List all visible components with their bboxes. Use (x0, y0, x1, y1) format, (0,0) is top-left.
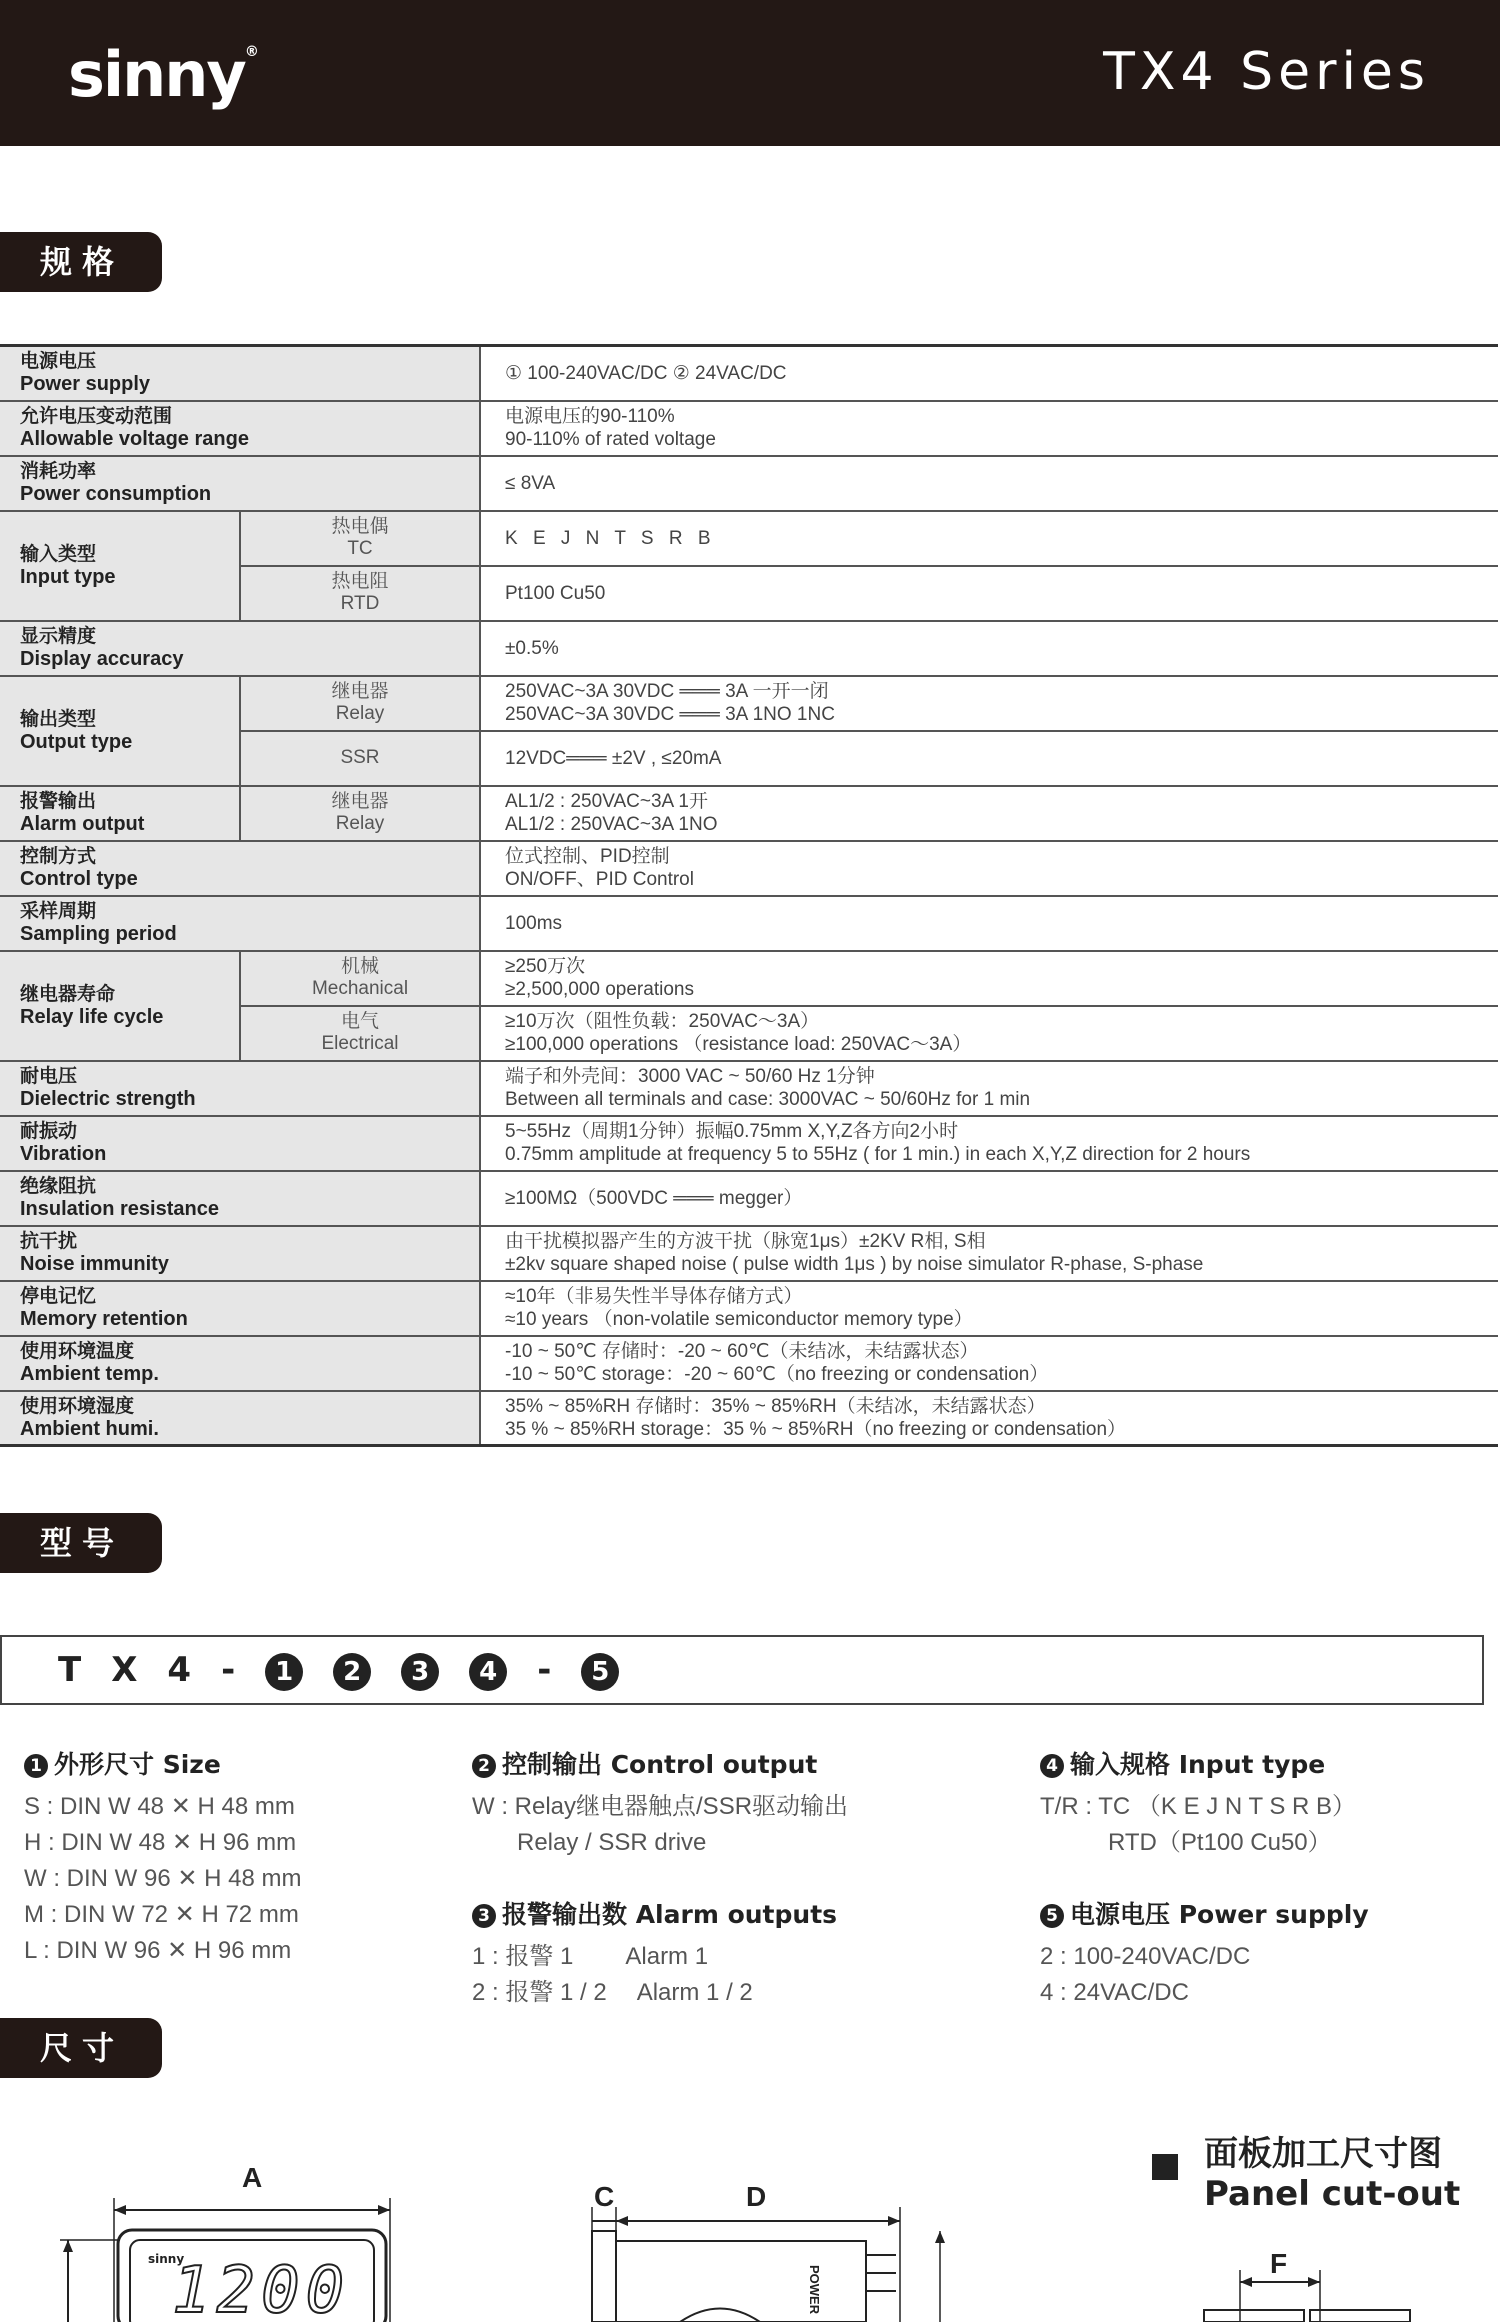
option-alarm-outputs: 3 报警输出数 Alarm outputs 1 : 报警 1 Alarm 1 2 : 报警 1 / 2 Alarm 1 / 2 (472, 1900, 838, 2006)
side-power-mark: POWER (807, 2265, 822, 2315)
spec-row-output-relay: 输出类型 Output type 继电器 Relay 250VAC~3A 30VDC ═══ 3A 一开一闭 250VAC~3A 30VDC ═══ 3A 1NO 1NC (0, 676, 1498, 731)
spec-row-vibration: 耐振动 Vibration 5~55Hz（周期1分钟）振幅0.75mm X,Y,Z各方向2小时 0.75mm amplitude at frequency 5 to 55Hz ( for 1 min.) in each X,Y,Z direction for 2 hours (0, 1116, 1498, 1171)
cutout-svg (1190, 2252, 1430, 2322)
model-code: T X 4 - 1 2 3 4 - 5 (58, 1650, 649, 1691)
dim-label-a: A (242, 2162, 263, 2193)
spec-row-insulation: 绝缘阻抗 Insulation resistance ≥100MΩ（500VDC ═══ megger） (0, 1171, 1498, 1226)
cutout-bullet (1152, 2154, 1178, 2180)
front-brand: sinny (148, 2252, 185, 2266)
spec-row-input-rtd: 热电阻 RTD Pt100 Cu50 (0, 566, 1498, 621)
spec-row-memory: 停电记忆 Memory retention ≈10年（非易失性半导体存储方式） ≈10 years （non-volatile semiconductor memory type） (0, 1281, 1498, 1336)
option-size: 1 外形尺寸 Size S : DIN W 48 ✕ H 48 mm H : DIN W 48 ✕ H 96 mm W : DIN W 96 ✕ H 48 mm M : DIN W 72 ✕ H 72 mm L : DIN W 96 ✕ H 96 mm (24, 1750, 302, 1964)
dim-label-d: D (746, 2181, 767, 2212)
spec-row-accuracy: 显示精度 Display accuracy ±0.5% (0, 621, 1498, 676)
option-power-supply: 5 电源电压 Power supply 2 : 100-240VAC/DC 4 : 24VAC/DC (1040, 1900, 1369, 2006)
spec-row-input-tc: 输入类型 Input type 热电偶 TC K E J N T S R B (0, 511, 1498, 566)
cutout-drawing (1190, 2248, 1430, 2322)
series-title: TX4 Series (1103, 42, 1430, 102)
section-tag-dimensions: 尺寸 (0, 2018, 162, 2078)
option-input-type: 4 输入规格 Input type T/R : TC （K E J N T S R B） RTD（Pt100 Cu50） (1040, 1750, 1357, 1856)
side-view-svg (560, 2195, 960, 2322)
spec-table (0, 344, 1498, 1447)
display-digits: 1200 (172, 2254, 351, 2322)
spec-row-output-ssr: SSR 12VDC═══ ±2V , ≤20mA (0, 731, 1498, 786)
side-view-drawing (560, 2181, 960, 2322)
spec-row-humi: 使用环境湿度 Ambient humi. 35% ~ 85%RH 存储时：35% ~ 85%RH（未结冰，未结露状态） 35 % ~ 85%RH storage：35 % ~ 85%RH（no freezing or condensation） (0, 1391, 1498, 1446)
spec-row-power: 电源电压 Power supply ① 100-240VAC/DC ② 24VAC/DC (0, 346, 1498, 401)
spec-row-dielectric: 耐电压 Dielectric strength 端子和外壳间：3000 VAC ~ 50/60 Hz 1分钟 Between all terminals and case: 3000VAC ~ 50/60Hz for 1 min (0, 1061, 1498, 1116)
spec-row-noise: 抗干扰 Noise immunity 由干扰模拟器产生的方波干扰（脉宽1μs）±2KV R相, S相 ±2kv square shaped noise ( pulse width 1μs ) by noise simulator R-phase, S-phase (0, 1226, 1498, 1281)
option-control-output: 2 控制输出 Control output W : Relay继电器触点/SSR驱动输出 Relay / SSR drive (472, 1750, 849, 1856)
model-code-box (0, 1635, 1484, 1705)
page-header (0, 0, 1500, 146)
spec-row-temp: 使用环境温度 Ambient temp. -10 ~ 50℃ 存储时：-20 ~ 60℃（未结冰，未结露状态） -10 ~ 50℃ storage：-20 ~ 60℃（no freezing or condensation） (0, 1336, 1498, 1391)
dim-label-c: C (594, 2181, 615, 2212)
spec-row-sampling: 采样周期 Sampling period 100ms (0, 896, 1498, 951)
spec-row-consumption: 消耗功率 Power consumption ≤ 8VA (0, 456, 1498, 511)
spec-row-relay-life-mech: 继电器寿命 Relay life cycle 机械 Mechanical ≥250万次 ≥2,500,000 operations (0, 951, 1498, 1006)
section-tag-model: 型号 (0, 1513, 162, 1573)
spec-row-relay-life-elec: 电气 Electrical ≥10万次（阻性负载：250VAC～3A） ≥100,000 operations （resistance load: 250VAC～3A） (0, 1006, 1498, 1061)
spec-row-control: 控制方式 Control type 位式控制、PID控制 ON/OFF、PID Control (0, 841, 1498, 896)
section-tag-spec: 规格 (0, 232, 162, 292)
spec-row-voltage-range: 允许电压变动范围 Allowable voltage range 电源电压的90-110% 90-110% of rated voltage (0, 401, 1498, 456)
front-view-drawing (60, 2162, 420, 2322)
brand-logo: sinny® (68, 38, 259, 111)
spec-row-alarm: 报警输出 Alarm output 继电器 Relay AL1/2 : 250VAC~3A 1开 AL1/2 : 250VAC~3A 1NO (0, 786, 1498, 841)
dim-label-f: F (1270, 2248, 1288, 2279)
